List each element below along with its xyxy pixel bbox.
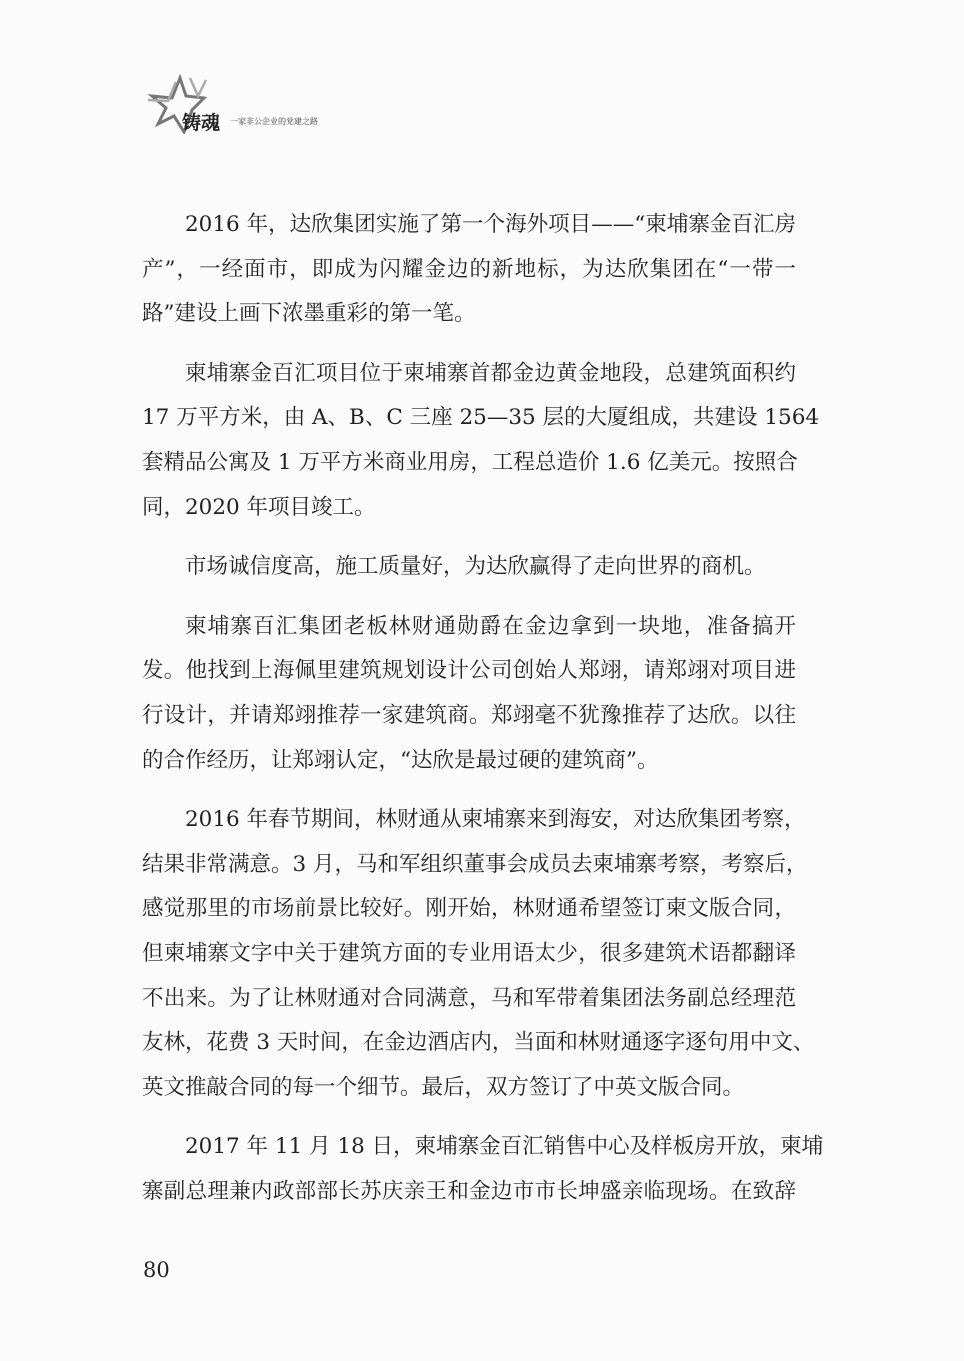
paragraph	[142, 352, 820, 530]
text-line: 结果非常满意。3 月，马和军组织董事会成员去柬埔寨考察，考察后，	[142, 851, 808, 877]
text-line: 英文推敲合同的每一个细节。最后，双方签订了中英文版合同。	[142, 1074, 745, 1100]
text-line: 2016 年，达欣集团实施了第一个海外项目——“柬埔寨金百汇房	[185, 212, 796, 237]
running-header	[146, 74, 366, 134]
paragraph	[142, 1125, 824, 1214]
paragraph	[142, 545, 796, 590]
paragraph	[142, 605, 796, 783]
text-line: 不出来。为了让林财通对合同满意，马和军带着集团法务副总经理范	[142, 985, 796, 1011]
page-number: 80	[143, 1258, 170, 1282]
text-line: 发。他找到上海佩里建筑规划设计公司创始人郑翊，请郑翊对项目进	[142, 658, 796, 684]
text-line: 感觉那里的市场前景比较好。刚开始，林财通希望签订柬文版合同，	[142, 896, 796, 922]
paragraph	[142, 203, 796, 337]
text-line: 同，2020 年项目竣工。	[142, 494, 376, 520]
body-text	[142, 203, 824, 1229]
text-line: 产”，一经面市，即成为闪耀金边的新地标，为达欣集团在“一带一	[142, 256, 796, 282]
text-line: 行设计，并请郑翊推荐一家建筑商。郑翊毫不犹豫推荐了达欣。以往	[142, 702, 796, 728]
text-line: 寨副总理兼内政部部长苏庆亲王和金边市市长坤盛亲临现场。在致辞	[142, 1178, 796, 1204]
text-line: 套精品公寓及 1 万平方米商业用房，工程总造价 1.6 亿美元。按照合	[142, 449, 798, 475]
text-line: 路”建设上画下浓墨重彩的第一笔。	[142, 301, 476, 327]
header-brand: 铸魂	[182, 112, 221, 134]
header-tagline: 一家非公企业的党建之路	[230, 117, 318, 126]
text-line: 2016 年春节期间，林财通从柬埔寨来到海安，对达欣集团考察，	[185, 807, 806, 833]
text-line: 的合作经历，让郑翊认定，“达欣是最过硬的建筑商”。	[142, 747, 659, 773]
text-line: 柬埔寨百汇集团老板林财通勋爵在金边拿到一块地，准备搞开	[185, 613, 796, 639]
text-line: 但柬埔寨文字中关于建筑方面的专业用语太少，很多建筑术语都翻译	[142, 940, 796, 966]
text-line: 17 万平方米，由 A、B、C 三座 25—35 层的大厦组成，共建设 1564	[142, 405, 820, 431]
text-line: 2017 年 11 月 18 日，柬埔寨金百汇销售中心及样板房开放，柬埔	[185, 1134, 824, 1160]
paragraph	[142, 798, 815, 1110]
text-line: 市场诚信度高，施工质量好，为达欣赢得了走向世界的商机。	[185, 554, 766, 580]
text-line: 友林，花费 3 天时间，在金边酒店内，当面和林财通逐字逐句用中文、	[142, 1030, 815, 1056]
text-line: 柬埔寨金百汇项目位于柬埔寨首都金边黄金地段，总建筑面积约	[185, 360, 796, 386]
